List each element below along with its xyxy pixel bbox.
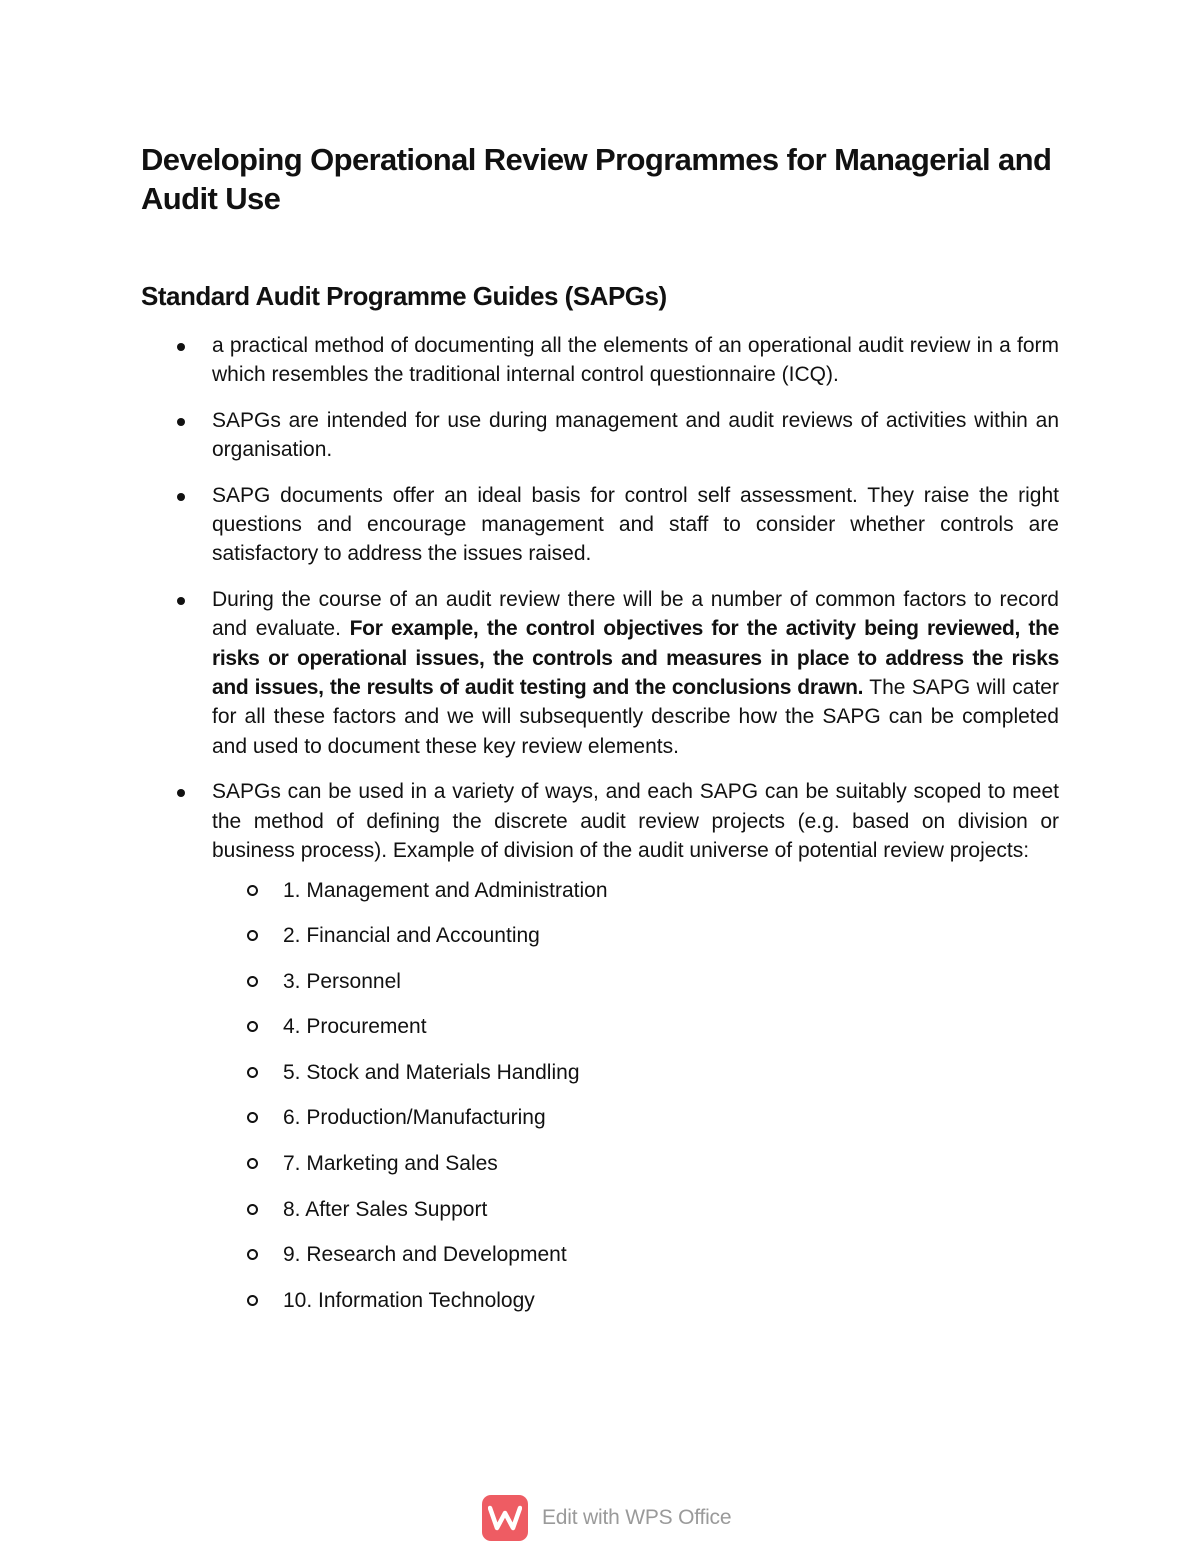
bullet-icon — [177, 789, 185, 797]
bullet-text-intro: During the course of an audit review there will be a number of common factors to record and evaluate. — [212, 587, 1059, 641]
sub-item-text: 6. Production/Manufacturing — [283, 1106, 546, 1130]
bullet-text-outro: The SAPG will cater for all these factors and we will subsequently describe how the SAPG can be completed and used to document these key review elements. — [212, 676, 1059, 758]
wps-watermark[interactable] — [482, 1494, 731, 1542]
sub-item-text: 7. Marketing and Sales — [283, 1151, 498, 1175]
circle-bullet-icon — [247, 1249, 258, 1260]
circle-bullet-icon — [247, 1021, 258, 1032]
bullet-text-bold: For example, the control objectives for the activity being reviewed, the risks or operational issues, the controls and measures in place to address the risks and issues, the results of audit testing and the conclusions drawn. — [212, 617, 1060, 700]
list-item — [0, 777, 1059, 1315]
list-item — [0, 481, 1059, 569]
sub-item-text: 1. Management and Administration — [283, 878, 608, 902]
sub-item-text: 5. Stock and Materials Handling — [283, 1060, 580, 1084]
sub-list-item — [0, 1012, 1059, 1041]
sub-item-text: 9. Research and Development — [283, 1243, 567, 1267]
section-heading: Standard Audit Programme Guides (SAPGs) — [141, 281, 667, 311]
wps-logo-icon — [482, 1495, 528, 1541]
sub-list — [212, 876, 1059, 1316]
sub-list-item — [0, 1286, 1059, 1315]
sub-list-item — [0, 967, 1059, 996]
bullet-icon — [177, 343, 185, 351]
circle-bullet-icon — [247, 1067, 258, 1078]
list-item — [0, 585, 1059, 761]
bullet-list — [0, 331, 1200, 1331]
sub-list-item — [0, 1240, 1059, 1269]
circle-bullet-icon — [247, 885, 258, 896]
sub-item-text: 3. Personnel — [283, 969, 401, 993]
circle-bullet-icon — [247, 976, 258, 987]
sub-item-text: 4. Procurement — [283, 1015, 427, 1039]
sub-list-item — [0, 1103, 1059, 1132]
bullet-text: SAPGs can be used in a variety of ways, and each SAPG can be suitably scoped to meet the method of defining the discrete audit review projects (e.g. based on division or business process). Example of division of the audit universe of potential review projects: — [212, 780, 1059, 863]
bullet-icon — [177, 418, 185, 426]
bullet-text: SAPGs are intended for use during management and audit reviews of activities within an organisation. — [212, 408, 1059, 462]
sub-list-item — [0, 1195, 1059, 1224]
list-item — [0, 406, 1059, 465]
circle-bullet-icon — [247, 1204, 258, 1215]
circle-bullet-icon — [247, 1112, 258, 1123]
circle-bullet-icon — [247, 930, 258, 941]
wps-w-glyph-icon — [488, 1505, 522, 1531]
sub-item-text: 10. Information Technology — [283, 1288, 535, 1312]
bullet-text: SAPG documents offer an ideal basis for control self assessment. They raise the right questions and encourage management and staff to consider whether controls are satisfactory to address the issues raised. — [212, 483, 1059, 566]
list-item — [0, 331, 1059, 390]
page-title: Developing Operational Review Programmes for Managerial and Audit Use — [141, 142, 1052, 216]
sub-list-item — [0, 1058, 1059, 1087]
sub-item-text: 2. Financial and Accounting — [283, 924, 540, 948]
wps-edit-link[interactable]: Edit with WPS Office — [542, 1506, 732, 1529]
circle-bullet-icon — [247, 1158, 258, 1169]
bullet-text: a practical method of documenting all the elements of an operational audit review in a form which resembles the traditional internal control questionnaire (ICQ). — [212, 334, 1059, 387]
bullet-icon — [177, 597, 185, 605]
bullet-icon — [177, 493, 185, 501]
sub-list-item — [0, 1149, 1059, 1178]
sub-list-item — [0, 921, 1059, 950]
sub-list-item — [0, 876, 1059, 905]
circle-bullet-icon — [247, 1295, 258, 1306]
sub-item-text: 8. After Sales Support — [283, 1197, 488, 1221]
